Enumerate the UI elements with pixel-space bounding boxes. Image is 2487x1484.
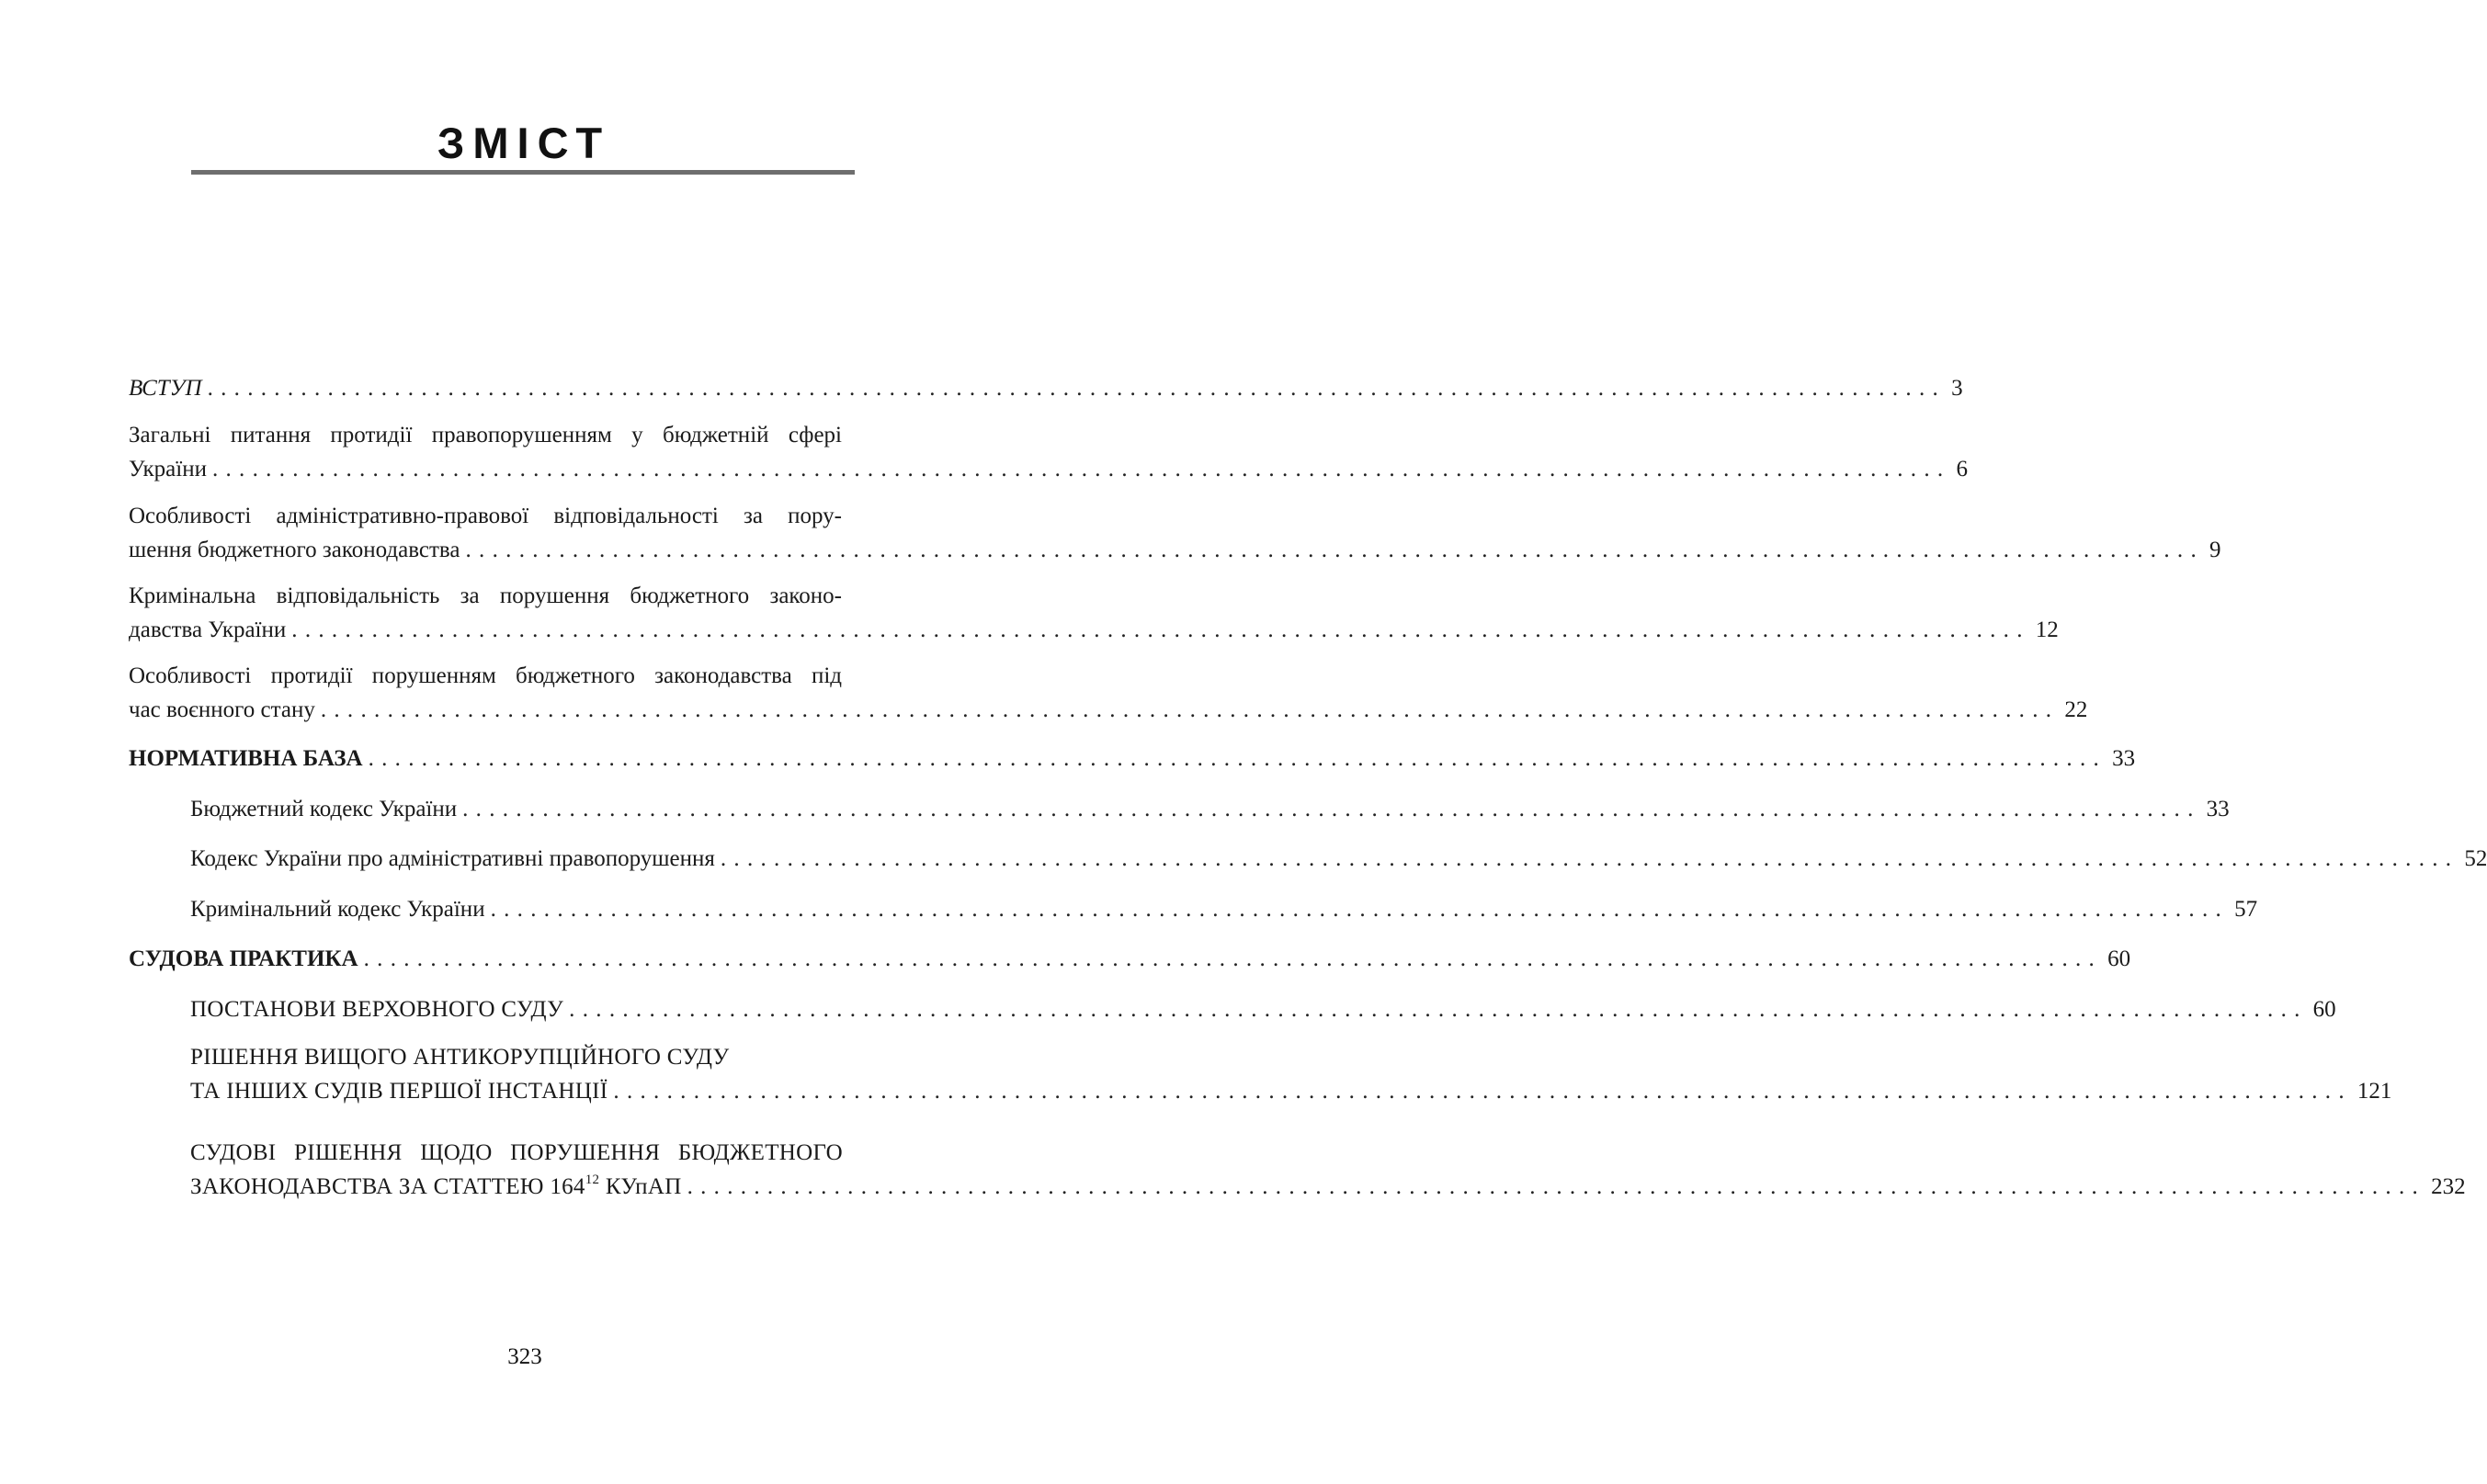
toc-entry-introduction[interactable] <box>129 371 1963 405</box>
toc-entry-page: 52 <box>2464 846 2487 871</box>
dot-leader: .................................................................................................................................. <box>462 797 2201 821</box>
toc-entry-criminal-code[interactable] <box>190 892 2258 926</box>
dot-leader: .................................................................................................................................. <box>569 997 2308 1022</box>
dot-leader: .................................................................................................................................. <box>207 376 1947 401</box>
toc-entry-administrative-liability[interactable] <box>129 499 2221 567</box>
toc-entry-title-line2: давства України <box>129 617 287 642</box>
toc-entry-title-line2 <box>190 1170 682 1204</box>
dot-leader: .................................................................................................................................. <box>320 697 2060 722</box>
toc-entry-supreme-court[interactable] <box>190 992 2336 1026</box>
toc-entry-title: Бюджетний кодекс України <box>190 797 458 821</box>
toc-entry-page: 33 <box>2112 746 2136 771</box>
dot-leader: .................................................................................................................................. <box>687 1174 2426 1199</box>
toc-entry-title-line1: Загальні питання протидії правопорушенням у бюджетній сфері <box>129 423 842 447</box>
toc-entry-page: 3 <box>1951 376 1963 401</box>
toc-entry-title-line1: СУДОВІ РІШЕННЯ ЩОДО ПОРУШЕННЯ БЮДЖЕТНОГО <box>190 1140 843 1165</box>
toc-entry-page: 22 <box>2064 697 2088 722</box>
dot-leader: .................................................................................................................................. <box>291 617 2030 642</box>
toc-entry-title-line2: ТА ІНШИХ СУДІВ ПЕРШОЇ ІНСТАНЦІЇ <box>190 1079 608 1104</box>
toc-entry-page: 57 <box>2234 897 2258 922</box>
toc-entry-title: Кримінальний кодекс України <box>190 897 485 922</box>
dot-leader: .................................................................................................................................. <box>211 457 1951 481</box>
toc-entry-title-line1: РІШЕННЯ ВИЩОГО АНТИКОРУПЦІЙНОГО СУДУ <box>190 1045 730 1070</box>
toc-entry-criminal-liability[interactable] <box>129 579 2059 647</box>
toc-entry-general-issues[interactable] <box>129 418 1968 486</box>
dot-leader: .................................................................................................................................. <box>465 538 2204 562</box>
page-number: 323 <box>507 1344 542 1369</box>
toc-section-title: НОРМАТИВНА БАЗА <box>129 746 363 771</box>
toc-entry-title-line1: Особливості протидії порушенням бюджетного законодавства під <box>129 663 842 688</box>
toc-entry-page: 121 <box>2356 1079 2392 1104</box>
toc-section-case-law[interactable] <box>129 942 2131 976</box>
article-text: ЗАКОНОДАВСТВА ЗА СТАТТЕЮ 164 <box>190 1174 585 1199</box>
toc-entry-title-line2: час воєнного стану <box>129 697 315 722</box>
toc-entry-anticorruption-court[interactable] <box>190 1040 2392 1108</box>
dot-leader: .................................................................................................................................. <box>363 946 2103 971</box>
toc-entry-title-line2: шення бюджетного законодавства <box>129 538 460 562</box>
page-heading: ЗМІСТ <box>437 119 611 167</box>
dot-leader: .................................................................................................................................. <box>720 846 2459 871</box>
toc-entry-page: 33 <box>2206 797 2230 821</box>
toc-entry-page: 12 <box>2035 617 2059 642</box>
toc-entry-page: 60 <box>2312 997 2336 1022</box>
toc-entry-administrative-code[interactable] <box>190 842 2487 876</box>
toc-entry-page: 6 <box>1956 457 1968 481</box>
toc-section-title: СУДОВА ПРАКТИКА <box>129 946 358 971</box>
dot-leader: .................................................................................................................................. <box>368 746 2107 771</box>
toc-entry-title-line1: Особливості адміністративно-правової відповідальності за пору- <box>129 504 842 528</box>
toc-entry-title-line1: Кримінальна відповідальність за порушення бюджетного законо- <box>129 583 842 608</box>
toc-entry-budget-code[interactable] <box>190 792 2230 826</box>
heading-rule <box>191 170 855 175</box>
article-superscript: 12 <box>585 1172 600 1187</box>
toc-entry-martial-law[interactable] <box>129 659 2088 727</box>
toc-entry-court-decisions-article[interactable] <box>190 1136 2466 1204</box>
toc-entry-page: 232 <box>2431 1174 2466 1199</box>
toc-entry-title: ПОСТАНОВИ ВЕРХОВНОГО СУДУ <box>190 997 564 1022</box>
code-abbreviation: КУпАП <box>605 1174 682 1199</box>
toc-entry-page: 9 <box>2209 538 2221 562</box>
dot-leader: .................................................................................................................................. <box>613 1079 2352 1104</box>
toc-section-regulatory-framework[interactable] <box>129 742 2136 776</box>
dot-leader: .................................................................................................................................. <box>490 897 2230 922</box>
toc-entry-title: Кодекс України про адміністративні правопорушення <box>190 846 715 871</box>
toc-entry-page: 60 <box>2107 946 2131 971</box>
toc-entry-title-line2: України <box>129 457 207 481</box>
toc-entry-title: ВСТУП <box>129 376 202 401</box>
